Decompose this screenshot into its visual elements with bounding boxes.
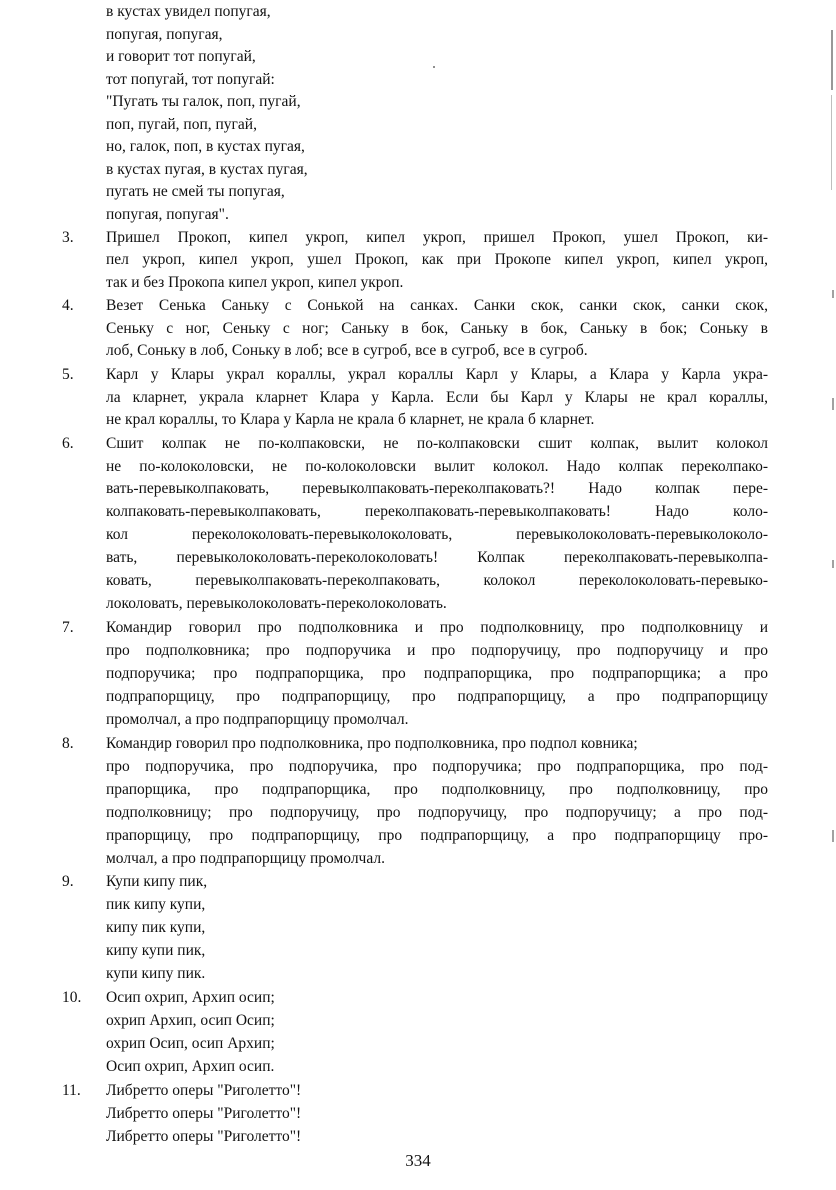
- poem-line: но, галок, поп, в кустах пугая,: [106, 138, 305, 155]
- poem-line: в кустах увидел попугая,: [106, 3, 271, 20]
- poem-line: в кустах пугая, в кустах пугая,: [106, 161, 308, 178]
- item-line: промолчал, а про подпрапорщицу промолчал.: [106, 711, 409, 728]
- item-line: прапорщицу, про подпрапорщицу, про подпрапорщицу, а про подпрапорщицу про-: [106, 827, 768, 844]
- item-line: про подполковника; про подпоручика и про подпоручицу, про подпоручицу и про: [106, 642, 768, 659]
- item-line: вать, перевыколоколовать-переколоколовать! Колпак переколпаковать-перевыколпа-: [106, 549, 768, 566]
- item-line: Либретто оперы "Риголетто"!: [106, 1128, 302, 1145]
- item-line: прапорщика, про подпрапорщика, про подполковницу, про подполковницу, про: [106, 781, 768, 798]
- scan-edge-mark: [831, 30, 833, 90]
- item-number: 7.: [62, 619, 74, 636]
- item-line: охрип Осип, осип Архип;: [106, 1035, 275, 1052]
- item-line: колпаковать-перевыколпаковать, переколпаковать-перевыколпаковать! Надо коло-: [106, 503, 768, 520]
- poem-line: тот попугай, тот попугай:: [106, 71, 275, 88]
- item-line: ковать, перевыколпаковать-переколпаковать, колокол переколоколовать-перевыко-: [106, 572, 768, 589]
- scan-speck: [433, 66, 435, 68]
- item-number: 8.: [62, 735, 74, 752]
- item-line: Сеньку с ног, Сеньку с ног; Саньку в бок, Саньку в бок, Саньку в бок; Соньку в: [106, 320, 768, 337]
- item-line: Осип охрип, Архип осип.: [106, 1058, 275, 1075]
- item-number: 5.: [62, 366, 74, 383]
- item-line: так и без Прокопа кипел укроп, кипел укроп.: [106, 274, 404, 291]
- item-line: Осип охрип, Архип осип;: [106, 989, 275, 1006]
- item-line: подпоручика; про подпрапорщика, про подпрапорщика, про подпрапорщика; а про: [106, 665, 768, 682]
- poem-line: попугая, попугая,: [106, 26, 223, 43]
- scan-edge-mark: [832, 290, 834, 298]
- page-number: 334: [405, 1151, 431, 1170]
- item-line: не по-колоколовски, не по-колоколовски вылит колокол. Надо колпак переколпако-: [106, 458, 768, 475]
- item-line: локоловать, перевыколоколовать-переколоколовать.: [106, 595, 447, 612]
- item-line: Командир говорил про подполковника, про подполковника, про подпол ковника;: [106, 735, 638, 752]
- item-line: подполковницу; про подпоручицу, про подпоручицу, про подпоручицу; а про под-: [106, 804, 768, 821]
- item-line: Командир говорил про подполковника и про подполковницу, про подполковницу и: [106, 619, 768, 636]
- poem-line: пугать не смей ты попугая,: [106, 183, 285, 200]
- item-line: купи кипу пик.: [106, 965, 206, 982]
- item-line: не крал кораллы, то Клара у Карла не крала б кларнет, не крала б кларнет.: [106, 411, 595, 428]
- item-line: подпрапорщицу, про подпрапорщицу, про подпрапорщицу, а про подпрапорщицу: [106, 688, 768, 705]
- item-line: пел укроп, кипел укроп, ушел Прокоп, как при Прокопе кипел укроп, кипел укроп,: [106, 251, 768, 268]
- item-line: Либретто оперы "Риголетто"!: [106, 1082, 302, 1099]
- item-number: 3.: [62, 229, 74, 246]
- item-line: про подпоручика, про подпоручика, про подпоручика; про подпрапорщика, про под-: [106, 758, 768, 775]
- item-line: Везет Сенька Саньку с Сонькой на санках. Санки скок, санки скок, санки скок,: [106, 297, 768, 314]
- item-line: ла кларнет, украла кларнет Клара у Карла. Если бы Карл у Клары не крал кораллы,: [106, 389, 768, 406]
- item-line: Карл у Клары украл кораллы, украл кораллы Карл у Клары, а Клара у Карла укра-: [106, 366, 768, 383]
- item-number: 11.: [62, 1082, 81, 1099]
- item-number: 10.: [62, 989, 82, 1006]
- item-line: кипу пик купи,: [106, 919, 206, 936]
- item-line: молчал, а про подпрапорщицу промолчал.: [106, 850, 385, 867]
- item-number: 4.: [62, 297, 74, 314]
- item-line: вать-перевыколпаковать, перевыколпаковать-переколпаковать?! Надо колпак пере-: [106, 480, 768, 497]
- poem-line: попугая, попугая".: [106, 206, 229, 223]
- item-line: Купи кипу пик,: [106, 873, 208, 890]
- scan-edge-mark: [832, 830, 834, 842]
- item-line: кол переколоколовать-перевыколоколовать, перевыколоколовать-перевыколоколо-: [106, 526, 768, 543]
- item-line: Пришел Прокоп, кипел укроп, кипел укроп, пришел Прокоп, ушел Прокоп, ки-: [106, 229, 768, 246]
- poem-line: и говорит тот попугай,: [106, 48, 256, 65]
- item-line: кипу купи пик,: [106, 942, 206, 959]
- poem-line: "Пугать ты галок, поп, пугай,: [106, 93, 301, 110]
- scan-edge-mark: [831, 95, 832, 190]
- item-line: пик кипу купи,: [106, 896, 206, 913]
- item-number: 9.: [62, 873, 74, 890]
- item-line: лоб, Соньку в лоб, Соньку в лоб; все в сугроб, все в сугроб, все в сугроб.: [106, 342, 588, 359]
- scan-edge-mark: [832, 560, 834, 568]
- poem-line: поп, пугай, поп, пугай,: [106, 116, 257, 133]
- item-line: Сшит колпак не по-колпаковски, не по-колпаковски сшит колпак, вылит колокол: [106, 435, 768, 452]
- item-number: 6.: [62, 435, 74, 452]
- item-line: Либретто оперы "Риголетто"!: [106, 1105, 302, 1122]
- item-line: охрип Архип, осип Осип;: [106, 1012, 275, 1029]
- scan-edge-mark: [832, 398, 834, 410]
